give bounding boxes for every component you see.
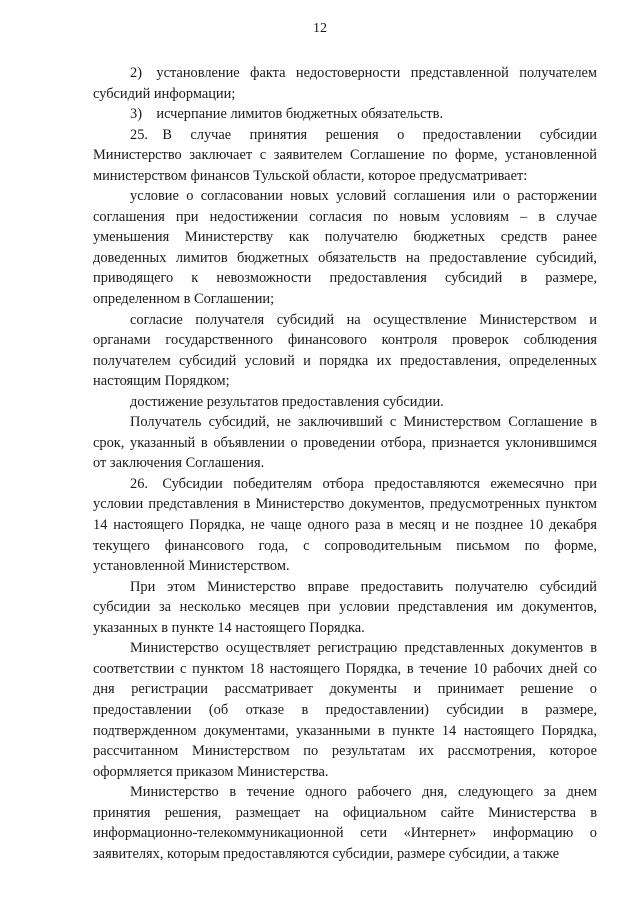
document-body bbox=[93, 63, 597, 864]
paragraph: Министерство в течение одного рабочего дня, следующего за днем принятия решения, размещает на официальном сайте Министерства в информационно-телекоммуникационной сети «Интернет» информацию о заявителях, которым предоставляются субсидии, размере субсидии, а также bbox=[93, 784, 597, 862]
paragraph: 2) установление факта недостоверности представленной получателем субсидий информации; bbox=[93, 65, 597, 102]
paragraph: Получатель субсидий, не заключивший с Министерством Соглашение в срок, указанный в объявлении о проведении отбора, признается уклонившимся от заключения Соглашения. bbox=[93, 414, 597, 472]
paragraph: достижение результатов предоставления субсидии. bbox=[130, 393, 444, 410]
paragraph: Министерство осуществляет регистрацию представленных документов в соответствии с пунктом 18 настоящего Порядка, в течение 10 рабочих дней со дня регистрации рассматривает документы и принимает решение о предоставлении (об отказе в предоставлении) субсидии в размере, подтвержденном документами, указанными в пункте 14 настоящего Порядка, рассчитанном Министерством по результатам их рассмотрения, которое оформляется приказом Министерства. bbox=[93, 640, 597, 780]
paragraph: 25. В случае принятия решения о предоставлении субсидии Министерство заключает с заявителем Соглашение по форме, установленной министерством финансов Тульской области, которое предусматривает: bbox=[93, 126, 597, 184]
paragraph: согласие получателя субсидий на осуществление Министерством и органами государственного финансового контроля проверок соблюдения получателем субсидий условий и порядка их предоставления, определенных настоящим Порядком; bbox=[93, 311, 597, 390]
paragraph: 26. Субсидии победителям отбора предоставляются ежемесячно при условии представления в Министерство документов, предусмотренных пунктом 14 настоящего Порядка, не чаще одного раза в месяц и не позднее 10 декабря текущего финансового года, с сопроводительным письмом по форме, установленной Министерством. bbox=[93, 475, 597, 575]
paragraph: условие о согласовании новых условий соглашения или о расторжении соглашения при недостижении согласия по новым условиям – в случае уменьшения Министерству как получателю бюджетных средств ранее доведенных лимитов бюджетных обязательств на предоставление субсидий, приводящего к невозможности предоставления субсидий в размере, определенном в Соглашении; bbox=[93, 188, 597, 308]
paragraph: 3) исчерпание лимитов бюджетных обязательств. bbox=[130, 106, 444, 123]
paragraph: При этом Министерство вправе предоставить получателю субсидий субсидии за несколько месяцев при условии представления им документов, указанных в пункте 14 настоящего Порядка. bbox=[93, 578, 597, 636]
page-number: 12 bbox=[313, 21, 327, 36]
